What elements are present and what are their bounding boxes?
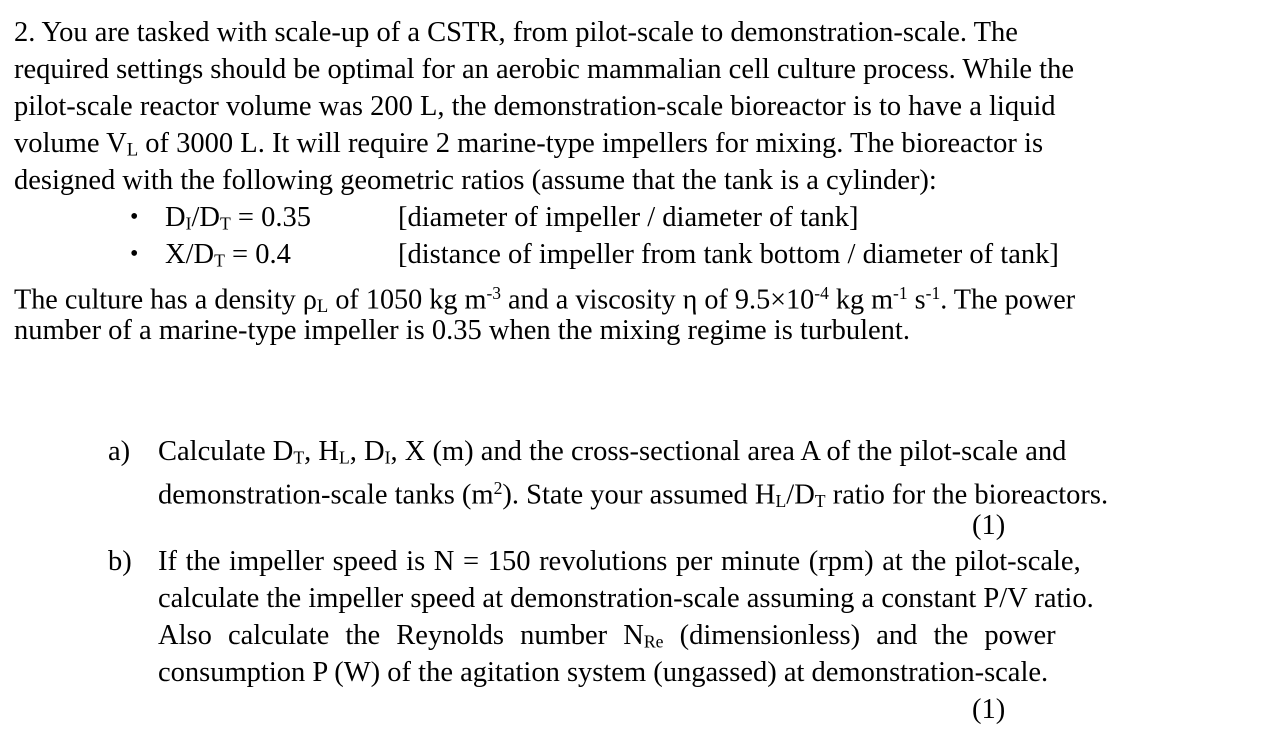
bullet-icon: • <box>130 241 139 267</box>
part-a-marks: (1) <box>972 510 1006 541</box>
intro-line-1: 2. You are tasked with scale-up of a CSTR, from pilot-scale to demonstration-scale. The <box>14 17 1018 48</box>
part-b-marks: (1) <box>972 694 1006 725</box>
intro-line-4: volume VL of 3000 L. It will require 2 marine-type impellers for mixing. The bioreactor is <box>14 128 1044 161</box>
intro-line-5: designed with the following geometric ratios (assume that the tank is a cylinder): <box>14 165 937 196</box>
ratio-impeller-tank: DI/DT = 0.35 <box>165 202 311 234</box>
culture-line-1: The culture has a density ρL of 1050 kg $m^{-3}$ and a viscosity η of $9.5\times 10^{-4}$ kg $m^{-1}$ $s^{-1}$. The power <box>14 283 1076 317</box>
ratio-distance-tank-desc: [distance of impeller from tank bottom / diameter of tank] <box>398 239 1059 270</box>
part-b-line-2: calculate the impeller speed at demonstration-scale assuming a constant P/V ratio. <box>158 583 1094 614</box>
part-b-line-1: If the impeller speed is N = 150 revolutions per minute (rpm) at the pilot-scale, <box>158 546 1081 577</box>
part-a-line-2: demonstration-scale tanks $(m^2)$. State your assumed HL/DT ratio for the bioreactors. <box>158 478 1109 512</box>
intro-line-2: required settings should be optimal for an aerobic mammalian cell culture process. While the <box>14 54 1074 85</box>
ratio-impeller-tank-desc: [diameter of impeller / diameter of tank] <box>398 202 859 233</box>
part-a-label: a) <box>108 436 131 467</box>
culture-line-2: number of a marine-type impeller is 0.35 when the mixing regime is turbulent. <box>14 315 910 346</box>
intro-line-3: pilot-scale reactor volume was 200 L, the demonstration-scale bioreactor is to have a liquid <box>14 91 1056 122</box>
ratio-distance-tank: X/DT = 0.4 <box>165 239 291 271</box>
part-b-line-4: consumption P (W) of the agitation system (ungassed) at demonstration-scale. <box>158 657 1049 688</box>
part-b-label: b) <box>108 546 132 577</box>
bullet-icon: • <box>130 204 139 230</box>
part-a-line-1: Calculate DT, HL, DI, X (m) and the cross-sectional area A of the pilot-scale and <box>158 436 1067 468</box>
problem-number: 2. <box>14 17 36 48</box>
part-b-line-3: Also calculate the Reynolds number NRe (dimensionless) and the power <box>158 620 1056 652</box>
